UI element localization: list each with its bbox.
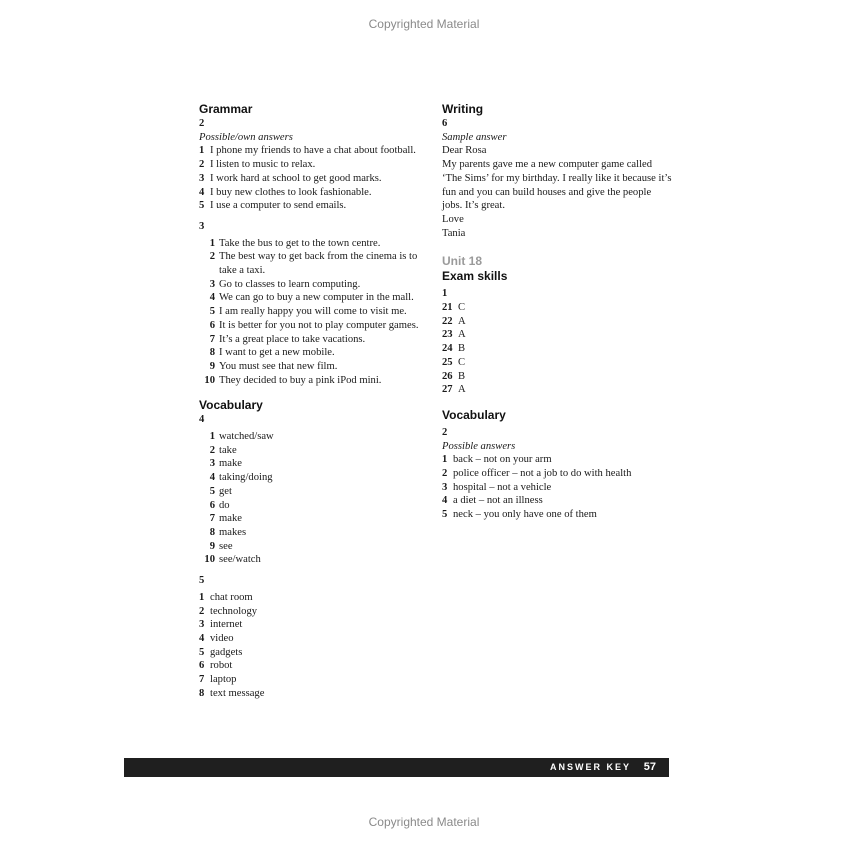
exercise-note: Sample answer (442, 131, 507, 143)
answer-number: 3 (199, 172, 205, 184)
answer-text: get (219, 485, 232, 497)
answer-number: 10 (204, 374, 215, 386)
footer-bar (124, 758, 669, 777)
answer-item (199, 471, 427, 485)
answer-number: 8 (199, 687, 205, 699)
answer-item (442, 370, 672, 384)
answer-text: laptop (210, 674, 237, 686)
answer-text: back – not on your arm (453, 454, 552, 466)
answer-item (199, 333, 427, 347)
answer-item (199, 172, 427, 186)
section-heading-exam-skills: Exam skills (442, 269, 508, 284)
answer-item (199, 553, 427, 567)
answer-item (199, 457, 427, 471)
answer-number: 4 (209, 472, 215, 484)
section-heading-vocabulary: Vocabulary (199, 398, 263, 413)
answer-number: 6 (199, 660, 205, 672)
letter-closing: Love (442, 213, 464, 225)
vocabulary-ex5-list (199, 591, 427, 701)
answer-text: I buy new clothes to look fashionable. (210, 186, 372, 198)
answer-number: 5 (209, 306, 215, 318)
answer-text: take (219, 444, 237, 456)
answer-text: chat room (210, 591, 253, 603)
answer-text: video (210, 632, 234, 644)
answer-text: do (219, 499, 230, 511)
answer-number: 9 (209, 540, 215, 552)
answer-item (442, 467, 672, 481)
grammar-ex3-list (199, 237, 427, 388)
answer-text: The best way to get back from the cinema is to take a taxi. (219, 251, 418, 277)
copyright-watermark-bottom: Copyrighted Material (368, 815, 480, 829)
answer-item (199, 186, 427, 200)
answer-item (199, 360, 427, 374)
exercise-number: 2 (199, 118, 205, 129)
answer-number: 8 (209, 347, 215, 359)
answer-text: They decided to buy a pink iPod mini. (219, 374, 382, 386)
answer-number: 2 (442, 468, 448, 480)
letter-greeting: Dear Rosa (442, 145, 487, 157)
answer-text: see (219, 540, 233, 552)
answer-item (199, 444, 427, 458)
answer-item (199, 591, 427, 605)
answer-item (442, 301, 672, 315)
answer-text: internet (210, 619, 243, 631)
answer-number: 4 (209, 292, 215, 304)
answer-number: 2 (209, 444, 215, 456)
answer-item (199, 512, 427, 526)
copyright-watermark-top: Copyrighted Material (368, 17, 480, 31)
answer-item (199, 305, 427, 319)
answer-text: A (458, 329, 466, 341)
answer-item (442, 453, 672, 467)
answer-item (199, 250, 427, 277)
answer-number: 9 (209, 360, 215, 372)
section-heading-writing: Writing (442, 102, 484, 116)
answer-number: 24 (442, 343, 453, 355)
answer-text: It is better for you not to play computer games. (219, 319, 419, 331)
answer-item (442, 328, 672, 342)
answer-number: 4 (199, 186, 205, 198)
answer-number: 7 (209, 333, 215, 345)
answer-text: I work hard at school to get good marks. (210, 172, 382, 184)
answer-number: 5 (199, 646, 205, 658)
answer-number: 5 (199, 200, 205, 212)
answer-text: taking/doing (219, 472, 273, 484)
answer-item (199, 687, 427, 701)
answer-text: It’s a great place to take vacations. (219, 333, 366, 345)
answer-number: 2 (209, 251, 215, 263)
answer-text: A (458, 315, 466, 327)
answer-text: see/watch (219, 554, 261, 566)
answer-number: 1 (199, 145, 205, 157)
answer-number: 5 (442, 509, 448, 521)
answer-text: I listen to music to relax. (210, 159, 316, 171)
answer-number: 7 (209, 513, 215, 525)
section-heading-vocabulary: Vocabulary (442, 407, 506, 422)
answer-number: 10 (204, 554, 215, 566)
answer-number: 1 (209, 431, 215, 443)
answer-text: police officer – not a job to do with health (453, 468, 632, 480)
letter-body: My parents gave me a new computer game called ‘The Sims’ for my birthday. I really like it because it’s fun and you can build houses and give the people jobs. It’s great. (442, 159, 672, 212)
answer-text: watched/saw (219, 431, 274, 443)
answer-number: 3 (199, 619, 205, 631)
vocabulary-ex4-list (199, 430, 427, 567)
answer-number: 3 (442, 481, 448, 493)
answer-text: A (458, 384, 466, 396)
answer-text: hospital – not a vehicle (453, 481, 552, 493)
answer-item (199, 346, 427, 360)
answer-item (199, 605, 427, 619)
answer-item (199, 673, 427, 687)
answer-number: 2 (199, 605, 205, 617)
answer-item (199, 199, 427, 213)
answer-text: I phone my friends to have a chat about football. (210, 145, 416, 157)
answer-item (442, 315, 672, 329)
answer-text: gadgets (210, 646, 243, 658)
answer-item (199, 374, 427, 388)
answer-number: 8 (209, 526, 215, 538)
answer-text: We can go to buy a new computer in the mall. (219, 292, 414, 304)
answer-item (442, 494, 672, 508)
answer-text: makes (219, 526, 247, 538)
exercise-note: Possible/own answers (199, 131, 293, 143)
answer-item (199, 430, 427, 444)
answer-text: I want to get a new mobile. (219, 347, 335, 359)
answer-item (442, 383, 672, 397)
exam-skills-list (442, 301, 672, 397)
answer-item (442, 481, 672, 495)
answer-text: B (458, 343, 466, 355)
exercise-note: Possible answers (442, 440, 516, 452)
exercise-number: 1 (442, 288, 448, 300)
answer-text: I am really happy you will come to visit me. (219, 306, 407, 318)
answer-number: 4 (199, 632, 205, 644)
answer-text: B (458, 370, 466, 382)
answer-number: 3 (209, 278, 215, 290)
answer-item (199, 291, 427, 305)
exercise-number: 3 (199, 220, 205, 232)
answer-text: technology (210, 605, 258, 617)
answer-item (199, 659, 427, 673)
answer-item (442, 508, 672, 522)
answer-text: Go to classes to learn computing. (219, 278, 361, 290)
answer-item (199, 485, 427, 499)
answer-text: I use a computer to send emails. (210, 200, 347, 212)
answer-number: 4 (442, 495, 448, 507)
page-number: 57 (643, 761, 656, 773)
answer-text: Take the bus to get to the town centre. (219, 237, 381, 249)
answer-number: 1 (209, 237, 215, 249)
answer-item (199, 540, 427, 554)
footer-section-label: ANSWER KEY (549, 762, 631, 772)
vocabulary-ex2-list (442, 453, 672, 522)
answer-text: a diet – not an illness (453, 495, 543, 507)
answer-number: 23 (442, 329, 453, 341)
answer-item (199, 499, 427, 513)
exercise-number: 5 (199, 575, 205, 587)
answer-text: C (458, 356, 466, 368)
answer-text: make (219, 458, 242, 470)
answer-number: 21 (442, 302, 453, 314)
answer-text: make (219, 513, 242, 525)
answer-item (199, 646, 427, 660)
answer-item (199, 237, 427, 251)
letter-signature: Tania (442, 227, 466, 239)
exercise-number: 2 (442, 426, 448, 438)
answer-text: text message (210, 687, 265, 699)
answer-item (199, 526, 427, 540)
answer-number: 22 (442, 315, 453, 327)
answer-text: neck – you only have one of them (453, 509, 597, 521)
answer-number: 5 (209, 485, 215, 497)
answer-text: robot (210, 660, 233, 672)
answer-number: 6 (209, 319, 215, 331)
section-heading-grammar: Grammar (199, 102, 253, 116)
answer-item (199, 278, 427, 292)
answer-item (199, 319, 427, 333)
answer-item (199, 158, 427, 172)
answer-number: 7 (199, 674, 205, 686)
left-column (199, 102, 427, 700)
answer-number: 2 (199, 159, 205, 171)
unit-heading: Unit 18 (442, 254, 483, 269)
answer-text: You must see that new film. (219, 360, 338, 372)
answer-item (199, 144, 427, 158)
exercise-number: 4 (199, 414, 205, 426)
answer-item (442, 342, 672, 356)
answer-text: C (458, 302, 466, 314)
answer-number: 25 (442, 356, 453, 368)
answer-item (442, 356, 672, 370)
answer-number: 1 (199, 591, 205, 603)
answer-number: 27 (442, 384, 453, 396)
answer-number: 26 (442, 370, 453, 382)
answer-item (199, 618, 427, 632)
answer-number: 3 (209, 458, 215, 470)
grammar-ex2-list (199, 144, 427, 213)
right-column (442, 102, 672, 522)
answer-number: 6 (209, 499, 215, 511)
answer-item (199, 632, 427, 646)
exercise-number: 6 (442, 118, 448, 129)
answer-number: 1 (442, 454, 448, 466)
